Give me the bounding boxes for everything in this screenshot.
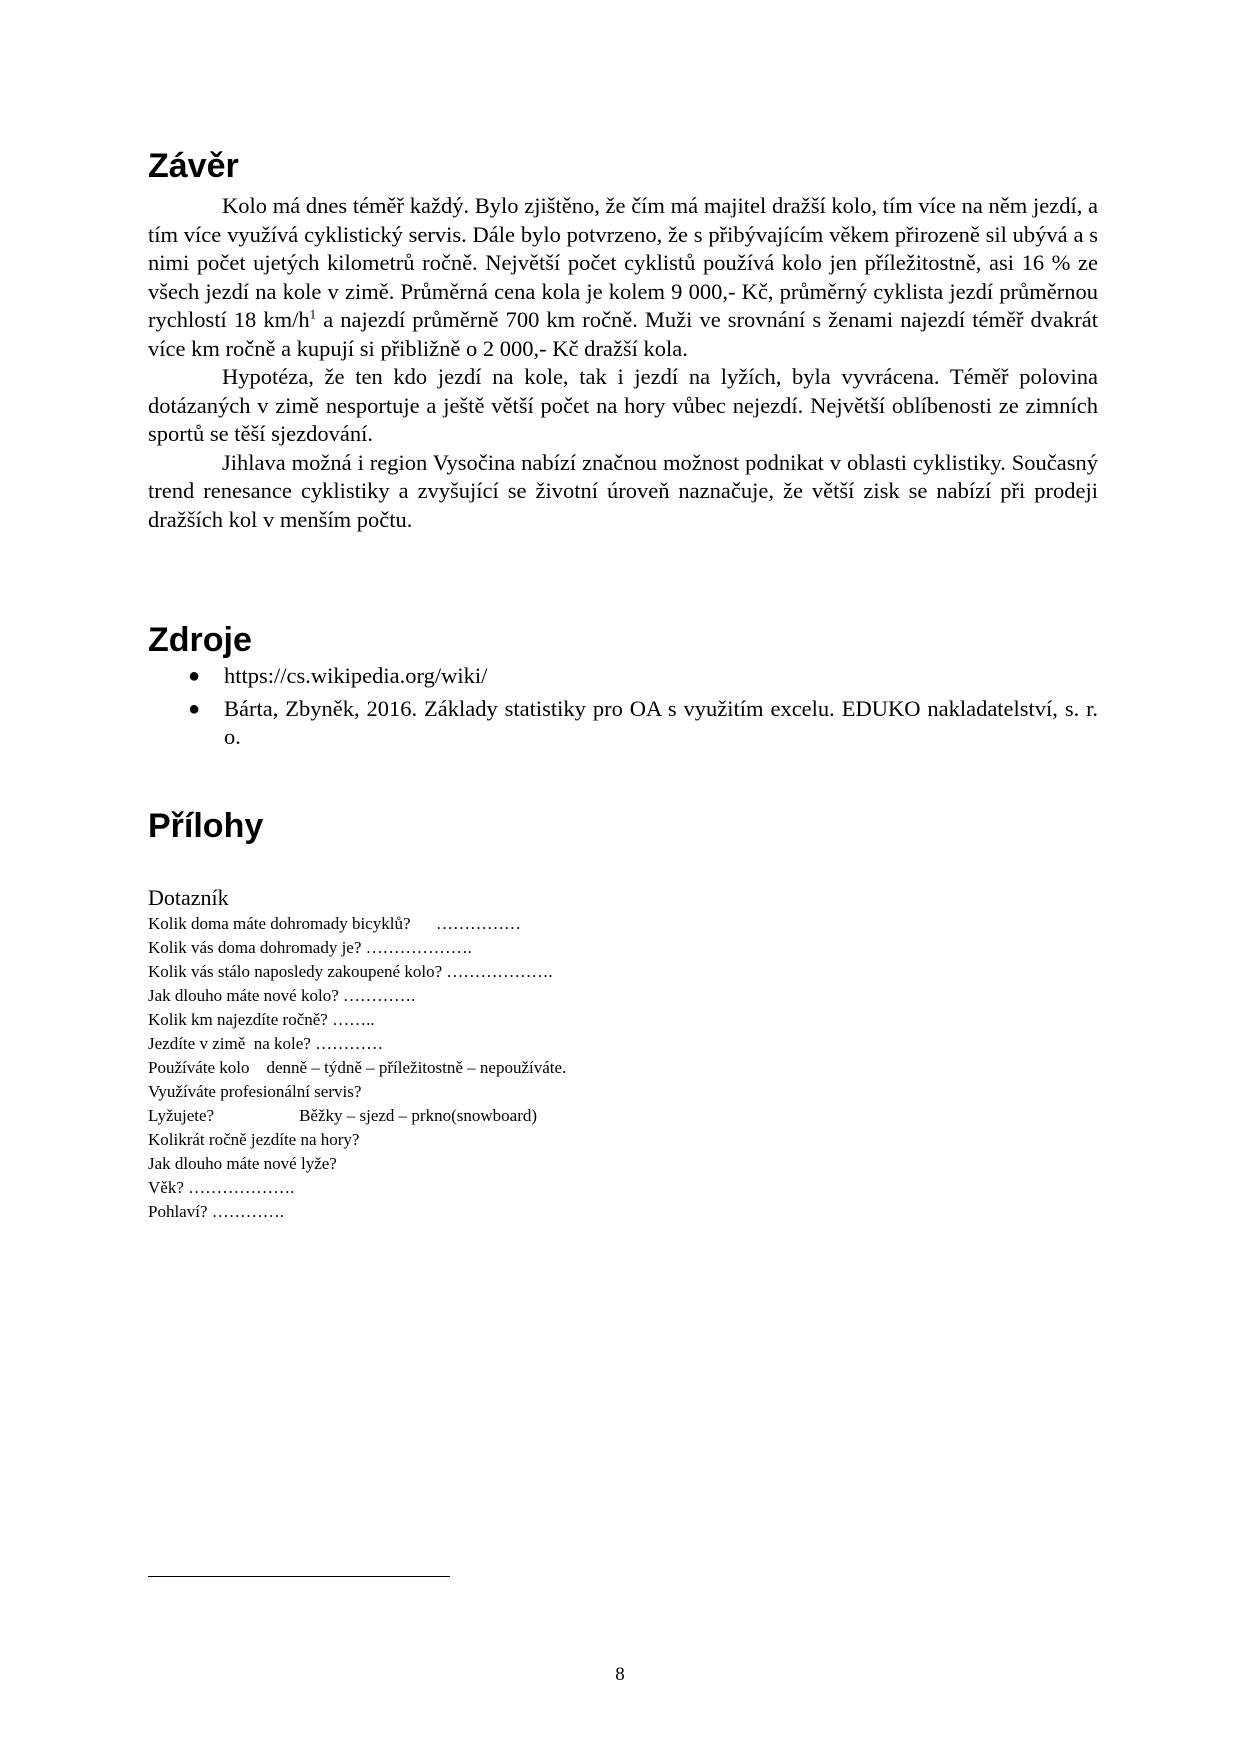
footnote-reference: 1 <box>309 306 317 322</box>
page-number: 8 <box>615 1664 625 1685</box>
question-line: Kolik km najezdíte ročně? …….. <box>148 1010 375 1029</box>
question-line: Kolik doma máte dohromady bicyklů? …………… <box>148 914 521 933</box>
sources-heading: Zdroje <box>148 621 252 659</box>
question-line: Pohlaví? …………. <box>148 1202 284 1221</box>
source-link[interactable]: https://cs.wikipedia.org/wiki/ <box>224 663 488 688</box>
question-line: Používáte kolo denně – týdně – příležitostně – nepoužíváte. <box>148 1058 567 1077</box>
conclusion-paragraph-2: Hypotéza, že ten kdo jezdí na kole, tak i jezdí na lyžích, byla vyvrácena. Téměř polovina dotázaných v zimě nesportuje a ještě větší počet na hory vůbec nejezdí. Největší oblíbenosti ze zimních sportů se těší sjezdování. <box>148 364 1098 446</box>
question-line: Kolikrát ročně jezdíte na hory? <box>148 1130 360 1149</box>
appendix-heading: Přílohy <box>148 807 264 845</box>
question-line: Kolik vás stálo naposledy zakoupené kolo? ………………. <box>148 962 553 981</box>
question-line: Jezdíte v zimě na kole? ………… <box>148 1034 384 1053</box>
questionnaire <box>148 884 1048 1224</box>
list-item <box>148 662 1098 691</box>
bullet-icon: ● <box>188 665 201 687</box>
conclusion-heading: Závěr <box>148 147 239 185</box>
conclusion-paragraph-3: Jihlava možná i region Vysočina nabízí značnou možnost podnikat v oblasti cyklistiky. Současný trend renesance cyklistiky a zvyšující se životní úroveň naznačuje, že větší zisk se nabízí při prodeji dražších kol v menším počtu. <box>148 449 1098 532</box>
conclusion-paragraph-1: Kolo má dnes téměř každý. Bylo zjištěno, že čím má majitel dražší kolo, tím více na něm jezdí, a tím více využívá cyklistický servis. Dále bylo potvrzeno, že s přibývajícím věkem přirozeně sil ubývá a s nimi počet ujetých kilometrů ročně. Největší počet cyklistů používá kolo jen příležitostně, asi 16 % ze všech jezdí na kole v zimě. Průměrná cena kola je kolem 9 000,- Kč, průměrný cyklista jezdí průměrnou rychlostí 18 $km/h^1$ a najezdí průměrně 700 km ročně. Muži ve srovnání s ženami najezdí téměř dvakrát více km ročně a kupují si přibližně o 2 000,- Kč dražší kola. <box>148 193 1098 361</box>
question-line: Lyžujete? Běžky – sjezd – prkno(snowboard) <box>148 1106 538 1125</box>
bullet-icon: ● <box>188 697 201 720</box>
question-line: Využíváte profesionální servis? <box>148 1082 362 1101</box>
question-line: Jak dlouho máte nové lyže? <box>148 1154 337 1173</box>
sources-list <box>148 662 1098 756</box>
conclusion-body <box>148 192 1098 534</box>
question-line: Kolik vás doma dohromady je? ………………. <box>148 938 472 957</box>
question-line: Věk? ………………. <box>148 1178 295 1197</box>
questionnaire-title: Dotazník <box>148 885 229 910</box>
source-citation: Bárta, Zbyněk, 2016. Základy statistiky pro OA s využitím excelu. EDUKO nakladatelství, s. r. o. <box>224 695 1098 749</box>
footnote-separator <box>148 1576 450 1577</box>
question-line: Jak dlouho máte nové kolo? …………. <box>148 986 416 1005</box>
list-item <box>148 695 1098 752</box>
